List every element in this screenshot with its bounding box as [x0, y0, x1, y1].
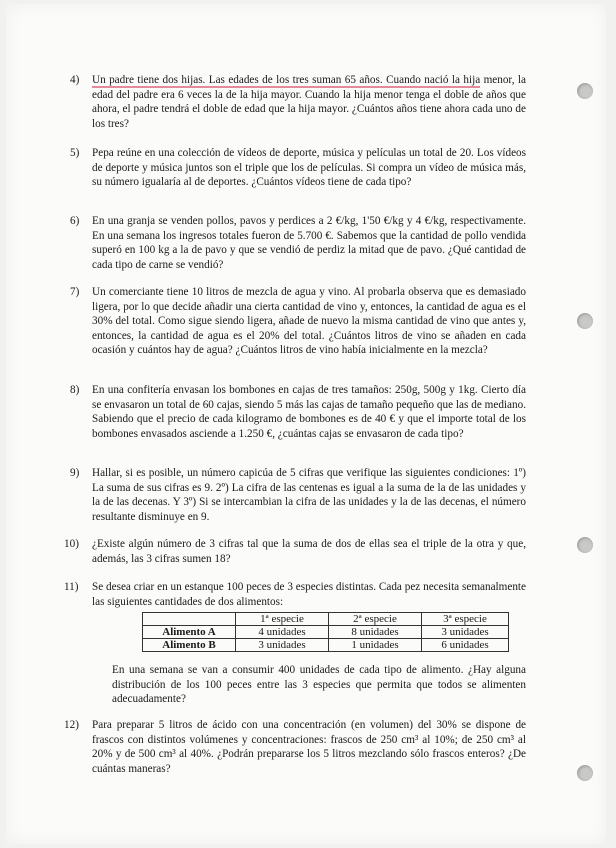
table-cell: 8 unidades [329, 626, 422, 639]
problem-text: Pepa reúne en una colección de vídeos de deporte, música y películas un total de 20. Los vídeos de deporte y música juntos son el triple que los de películas. Si compra un vídeo de música más, su número igualaría al de deportes. ¿Cuántos vídeos tiene de cada tipo? [92, 147, 526, 189]
table-header-row [143, 613, 509, 626]
table-cell: 4 unidades [236, 626, 329, 639]
table-cell: 6 unidades [422, 639, 509, 652]
problem-11-question [112, 663, 526, 707]
problem-number: 11) [64, 581, 79, 593]
table-header [143, 613, 236, 626]
problem-number: 12) [64, 719, 79, 731]
table-cell: 3 unidades [236, 639, 329, 652]
table-row [143, 626, 509, 639]
problem-text: Para preparar 5 litros de ácido con una concentración (en volumen) del 30% se dispone de frascos con distintos volúmenes y concentraciones: frascos de 250 cm³ al 10%; de 250 cm³ al 20% y de 500 cm³ al 40%. ¿Podrán prepararse los 5 litros mezclando sólo frascos enteros? ¿De cuántas maneras? [92, 719, 526, 775]
problem-number: 8) [70, 384, 80, 396]
problem-text: Hallar, si es posible, un número capicúa de 5 cifras que verifique las siguientes condiciones: 1º) La suma de sus cifras es 9. 2º) La cifra de las centenas es igual a la suma de la de las unidades y la de las decenas. Y 3º) Si se intercambian la cifra de las unidades y la de las decenas, el número resultante disminuye en 9. [92, 467, 526, 523]
problem-number: 5) [70, 147, 80, 159]
table-header: 3ª especie [422, 613, 509, 626]
problem-intro: Se desea criar en un estanque 100 peces de 3 especies distintas. Cada pez necesita semanalmente las siguientes cantidades de dos alimentos: [92, 581, 526, 608]
problem-text: En una granja se venden pollos, pavos y perdices a 2 €/kg, 1'50 €/kg y 4 €/kg, respectivamente. En una semana los ingresos totales fueron de 5.700 €. Sabemos que la cantidad de pollo vendida superó en 100 kg a la de pavo y que se vendió de perdiz la mitad que de pavo. ¿Qué cantidad de cada tipo de carne se vendió? [92, 215, 526, 271]
problem-7 [70, 285, 526, 358]
problem-12 [64, 718, 526, 776]
binder-hole [577, 313, 593, 329]
problem-number: 6) [70, 215, 80, 227]
table-cell: Alimento A [143, 626, 236, 639]
table-header: 1ª especie [236, 613, 329, 626]
table-row [143, 639, 509, 652]
problem-number: 10) [64, 538, 79, 550]
problem-6 [70, 214, 526, 272]
binder-hole [577, 765, 593, 781]
table-cell: 3 unidades [422, 626, 509, 639]
problem-5 [70, 146, 526, 190]
table-cell: Alimento B [143, 639, 236, 652]
problem-8 [70, 383, 526, 441]
problem-text: En una confitería envasan los bombones en cajas de tres tamaños: 250g, 500g y 1kg. Cierto día se envasaron un total de 60 cajas, siendo 5 más las cajas de tamaño pequeño que las de mediano. Sabiendo que el precio de cada kilogramo de bombones es de 40 € y que el importe total de los bombones envasados asciende a 1.250 €, ¿cuántas cajas se envasaron de cada tipo? [92, 384, 526, 440]
problem-text: ¿Existe algún número de 3 cifras tal que la suma de dos de ellas sea el triple de la otra y que, además, las 3 cifras sumen 18? [92, 538, 526, 565]
problem-number: 9) [70, 467, 80, 479]
problem-number: 4) [70, 74, 80, 86]
problem-number: 7) [70, 286, 80, 298]
problem-text: menor, la edad del padre era 6 veces la de la hija mayor. Cuando la hija menor tenga el doble de años que ahora, el padre tendrá el doble de edad que la hija mayor. ¿Cuántos años tiene ahora cada uno de los tres? [92, 74, 526, 130]
problem-10 [64, 537, 526, 566]
highlighted-text: Un padre tiene dos hijas. Las edades de los tres suman 65 años. Cuando nació la hija [92, 74, 481, 86]
problem-9 [70, 466, 526, 524]
binder-hole [577, 83, 593, 99]
table-header: 2ª especie [329, 613, 422, 626]
binder-hole [577, 537, 593, 553]
problem-4 [70, 73, 526, 131]
problem-text: Un comerciante tiene 10 litros de mezcla de agua y vino. Al probarla observa que es demasiado ligera, por lo que decide añadir una cierta cantidad de vino y, entonces, la cantidad de agua es el 30% del total. Como sigue siendo ligera, añade de nuevo la misma cantidad de vino que antes y, entonces, la cantidad de agua es el 20% del total. ¿Cuántos litros de vino se añaden en cada ocasión y cuántos hay de agua? ¿Cuántos litros de vino había inicialmente en la mezcla? [92, 286, 526, 357]
table-cell: 1 unidades [329, 639, 422, 652]
food-table [142, 612, 509, 652]
problem-text: En una semana se van a consumir 400 unidades de cada tipo de alimento. ¿Hay alguna distribución de los 100 peces entre las 3 especies que permita que todos se alimenten adecuadamente? [112, 664, 526, 706]
problem-11 [64, 580, 526, 609]
